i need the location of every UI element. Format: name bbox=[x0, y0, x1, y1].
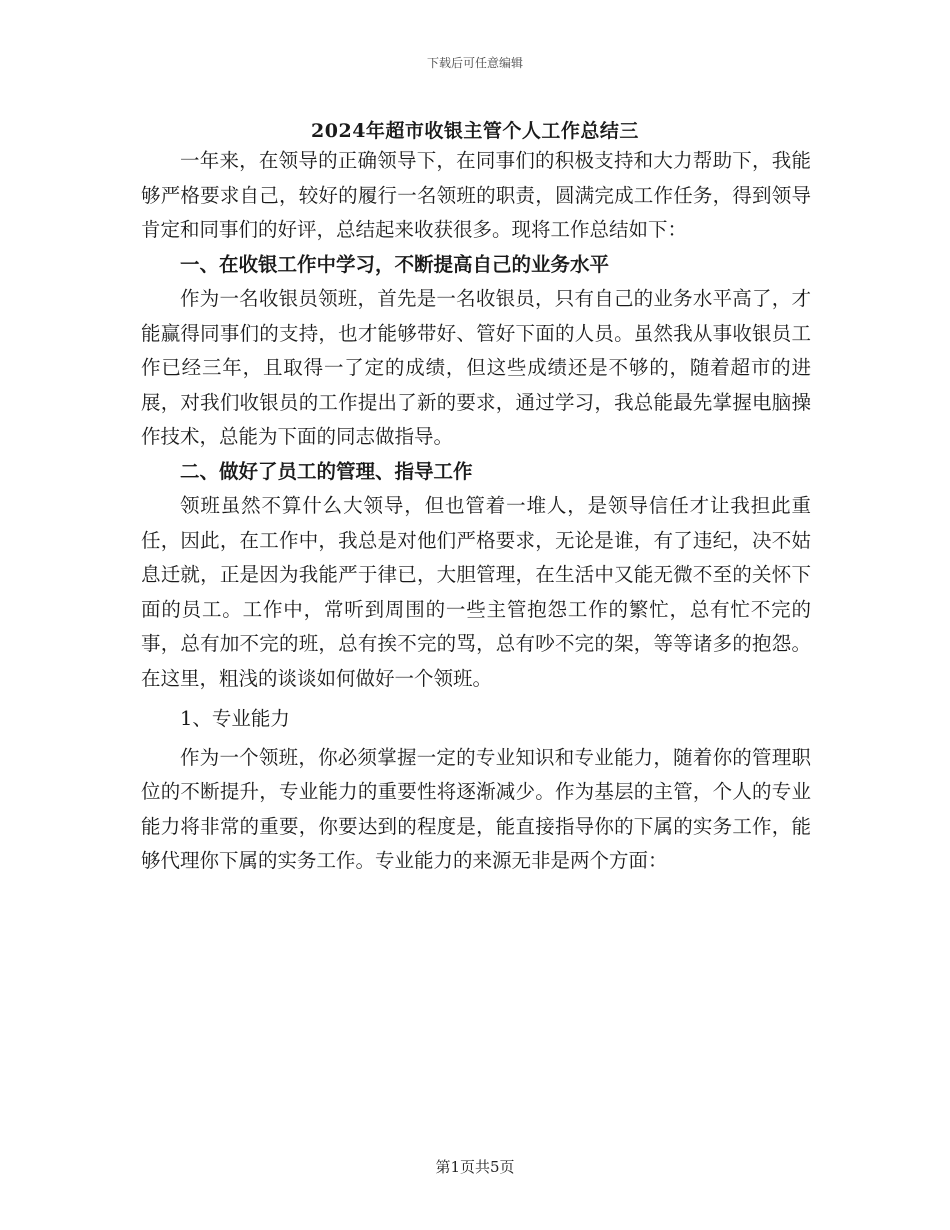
document-body bbox=[141, 144, 811, 879]
document-title: 2024年超市收银主管个人工作总结三 bbox=[311, 120, 639, 142]
page-number: 第1页共5页 bbox=[435, 1158, 515, 1176]
subsection-1-paragraph: 作为一个领班，你必须掌握一定的专业知识和专业能力，随着你的管理职位的不断提升，专业能力的重要性将逐渐减少。作为基层的主管，个人的专业能力将非常的重要，你要达到的程度是，能直接指导你的下属的实务工作，能够代理你下属的实务工作。专业能力的来源无非是两个方面： bbox=[141, 745, 811, 872]
section-1-paragraph: 作为一名收银员领班，首先是一名收银员，只有自己的业务水平高了，才能赢得同事们的支持，也才能够带好、管好下面的人员。虽然我从事收银员工作已经三年，且取得一了定的成绩，但这些成绩还是不够的，随着超市的进展，对我们收银员的工作提出了新的要求，通过学习，我总能最先掌握电脑操作技术，总能为下面的同志做指导。 bbox=[141, 287, 811, 448]
page-header: 下载后可任意编辑 bbox=[426, 56, 523, 70]
section-2-paragraph: 领班虽然不算什么大领导，但也管着一堆人，是领导信任才让我担此重任，因此，在工作中，我总是对他们严格要求，无论是谁，有了违纪，决不姑息迁就，正是因为我能严于律已，大胆管理，在生活中又能无微不至的关怀下面的员工。工作中，常听到周围的一些主管抱怨工作的繁忙，总有忙不完的事，总有加不完的班，总有挨不完的骂，总有吵不完的架，等等诸多的抱怨。在这里，粗浅的谈谈如何做好一个领班。 bbox=[141, 494, 811, 690]
section-heading-2: 二、做好了员工的管理、指导工作 bbox=[180, 459, 473, 483]
section-heading-1: 一、在收银工作中学习，不断提高自己的业务水平 bbox=[180, 252, 610, 276]
intro-paragraph: 一年来，在领导的正确领导下，在同事们的积极支持和大力帮助下，我能够严格要求自己，较好的履行一名领班的职责，圆满完成工作任务，得到领导肯定和同事们的好评，总结起来收获很多。现将工作总结如下： bbox=[141, 149, 811, 241]
subsection-heading-1: 1、专业能力 bbox=[180, 707, 290, 730]
